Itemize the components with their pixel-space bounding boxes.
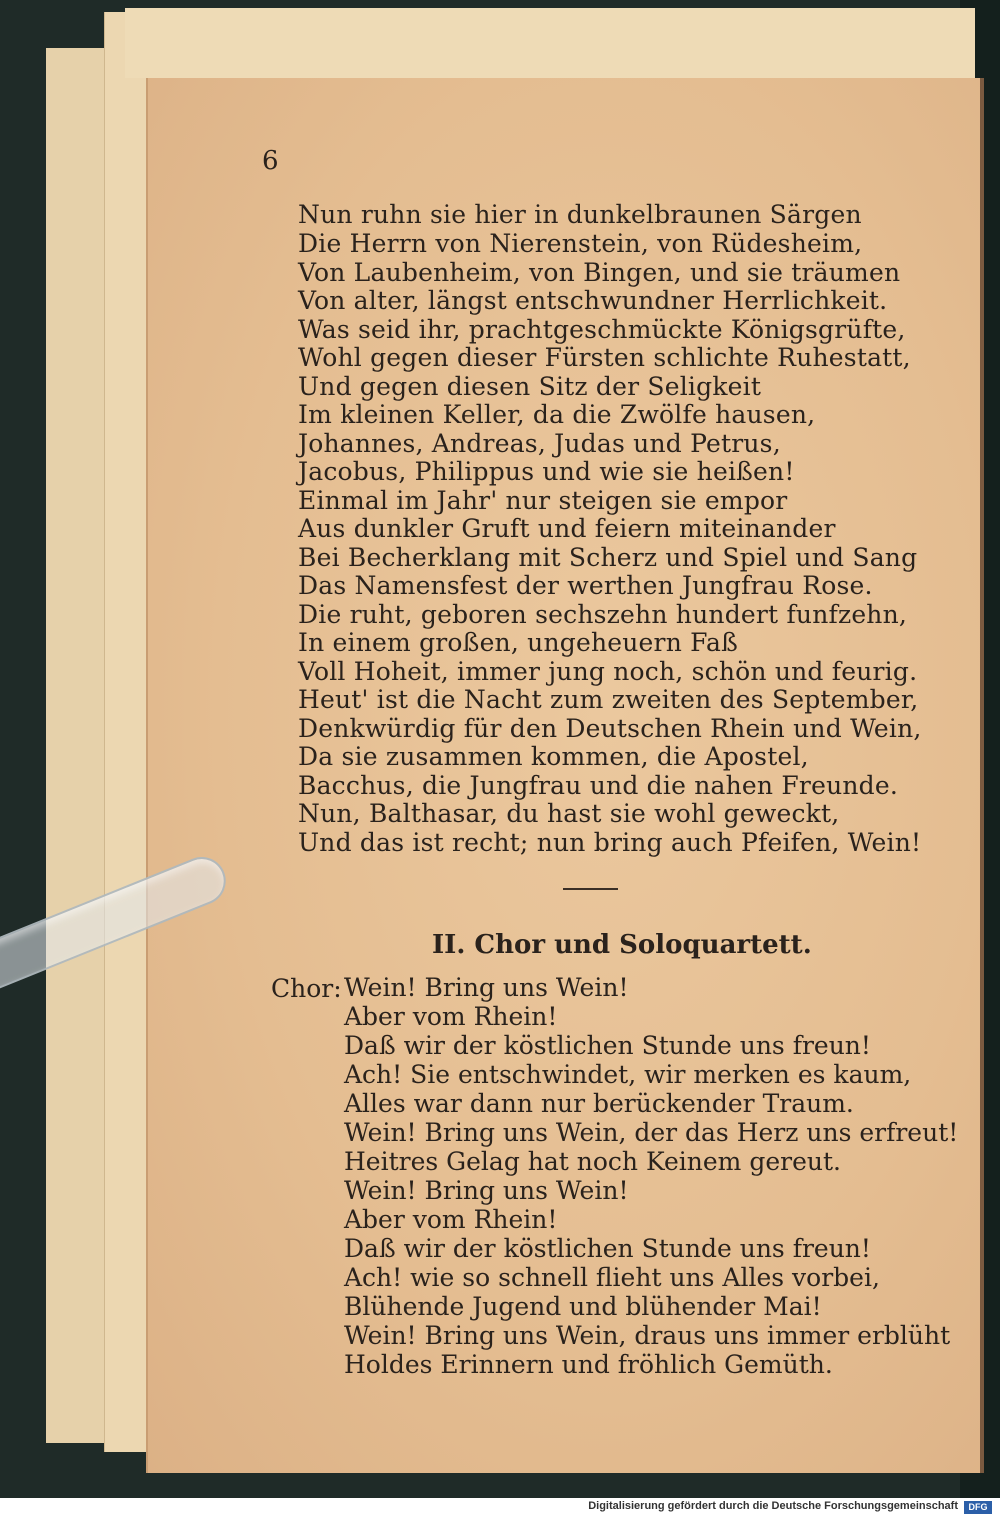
chor-line: Alles war dann nur berückender Traum.	[344, 1089, 854, 1118]
poem-line: Voll Hoheit, immer jung noch, schön und feurig.	[298, 657, 918, 686]
poem-line: In einem großen, ungeheuern Faß	[298, 628, 739, 657]
chor-line: Blühende Jugend und blühender Mai!	[344, 1292, 822, 1321]
chor-line: Daß wir der köstlichen Stunde uns freun!	[344, 1234, 871, 1263]
poem-line: Im kleinen Keller, da die Zwölfe hausen,	[298, 400, 816, 429]
poem-line: Aus dunkler Gruft und feiern miteinander	[298, 514, 836, 543]
section-heading: II. Chor und Soloquartett.	[432, 930, 812, 960]
poem-line: Von alter, längst entschwundner Herrlichkeit.	[298, 286, 888, 315]
dfg-logo: DFG	[964, 1501, 992, 1514]
chor-line: Wein! Bring uns Wein!	[344, 973, 629, 1002]
poem-line: Jacobus, Philippus und wie sie heißen!	[298, 457, 795, 486]
poem-line: Denkwürdig für den Deutschen Rhein und Wein,	[298, 714, 922, 743]
poem-line: Von Laubenheim, von Bingen, und sie träumen	[298, 258, 901, 287]
chor-label: Chor:	[271, 974, 342, 1003]
chor-line: Heitres Gelag hat noch Keinem gereut.	[344, 1147, 841, 1176]
poem-line: Und das ist recht; nun bring auch Pfeifen, Wein!	[298, 828, 922, 857]
poem-line: Die Herrn von Nierenstein, von Rüdesheim,	[298, 229, 863, 258]
poem-line: Die ruht, geboren sechszehn hundert funfzehn,	[298, 600, 908, 629]
poem-line: Und gegen diesen Sitz der Seligkeit	[298, 372, 762, 401]
chor-line: Wein! Bring uns Wein!	[344, 1176, 629, 1205]
chor-line: Holdes Erinnern und fröhlich Gemüth.	[344, 1350, 833, 1379]
sheet-top-strip	[125, 8, 975, 78]
poem-line: Da sie zusammen kommen, die Apostel,	[298, 742, 809, 771]
chor-line: Ach! wie so schnell flieht uns Alles vorbei,	[344, 1263, 880, 1292]
digitization-credit: Digitalisierung gefördert durch die Deutsche Forschungsgemeinschaft	[588, 1500, 958, 1512]
poem-line: Wohl gegen dieser Fürsten schlichte Ruhestatt,	[298, 343, 911, 372]
poem-line: Nun, Balthasar, du hast sie wohl geweckt,	[298, 799, 840, 828]
poem-line: Johannes, Andreas, Judas und Petrus,	[298, 429, 781, 458]
poem-line: Was seid ihr, prachtgeschmückte Königsgrüfte,	[298, 315, 906, 344]
chor-line: Wein! Bring uns Wein, der das Herz uns erfreut!	[344, 1118, 959, 1147]
chor-line: Wein! Bring uns Wein, draus uns immer erblüht	[344, 1321, 951, 1350]
chor-line: Daß wir der köstlichen Stunde uns freun!	[344, 1031, 871, 1060]
poem-line: Nun ruhn sie hier in dunkelbraunen Särgen	[298, 200, 862, 229]
page-number: 6	[262, 146, 279, 176]
chor-line: Aber vom Rhein!	[344, 1002, 558, 1031]
poem-line: Bacchus, die Jungfrau und die nahen Freunde.	[298, 771, 899, 800]
poem-line: Das Namensfest der werthen Jungfrau Rose.	[298, 571, 873, 600]
chor-line: Ach! Sie entschwindet, wir merken es kaum,	[344, 1060, 912, 1089]
poem-line: Heut' ist die Nacht zum zweiten des September,	[298, 685, 919, 714]
section-divider	[563, 888, 618, 890]
chor-line: Aber vom Rhein!	[344, 1205, 558, 1234]
poem-line: Bei Becherklang mit Scherz und Spiel und Sang	[298, 543, 918, 572]
poem-line: Einmal im Jahr' nur steigen sie empor	[298, 486, 788, 515]
